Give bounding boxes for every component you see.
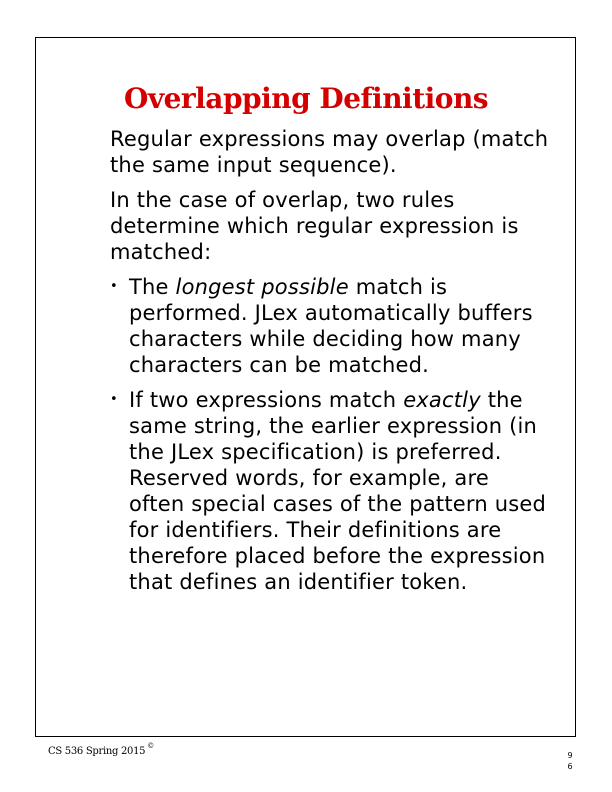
rules-list — [110, 274, 550, 595]
bullet-text-rest: the same string, the earlier expression (in the JLex specification) is preferred. Reserved words, for example, are often special cases of the pattern used for identifiers. Their definitions are therefore placed before the expression that defines an identifier token. — [129, 388, 547, 594]
emphasis-exactly: exactly — [403, 388, 481, 412]
copyright-icon: © — [147, 742, 154, 750]
course-label: CS 536 Spring 2015 — [48, 746, 146, 757]
bullet-text-lead: The — [129, 275, 176, 299]
page-digit-second: 6 — [567, 762, 573, 771]
footer-course — [48, 742, 154, 757]
slide-title: Overlapping Definitions — [123, 82, 489, 115]
emphasis-longest-possible: longest possible — [175, 275, 349, 299]
page-digit-first: 9 — [567, 751, 573, 760]
paragraph-overlap: Regular expressions may overlap (match the same input sequence). — [110, 127, 549, 177]
bullet-icon: • — [110, 392, 118, 407]
list-item-longest-match — [110, 274, 550, 378]
page-number — [566, 750, 574, 772]
slide-body — [110, 126, 550, 604]
paragraph-rules: In the case of overlap, two rules determine which regular expression is matched: — [110, 188, 519, 264]
bullet-icon: • — [110, 279, 118, 294]
bullet-text-lead: If two expressions match — [129, 388, 404, 412]
list-item-earlier-rule — [110, 387, 550, 595]
bullet-text-rest: match is performed. JLex automatically buffers characters while deciding how many characters can be matched. — [129, 275, 533, 377]
